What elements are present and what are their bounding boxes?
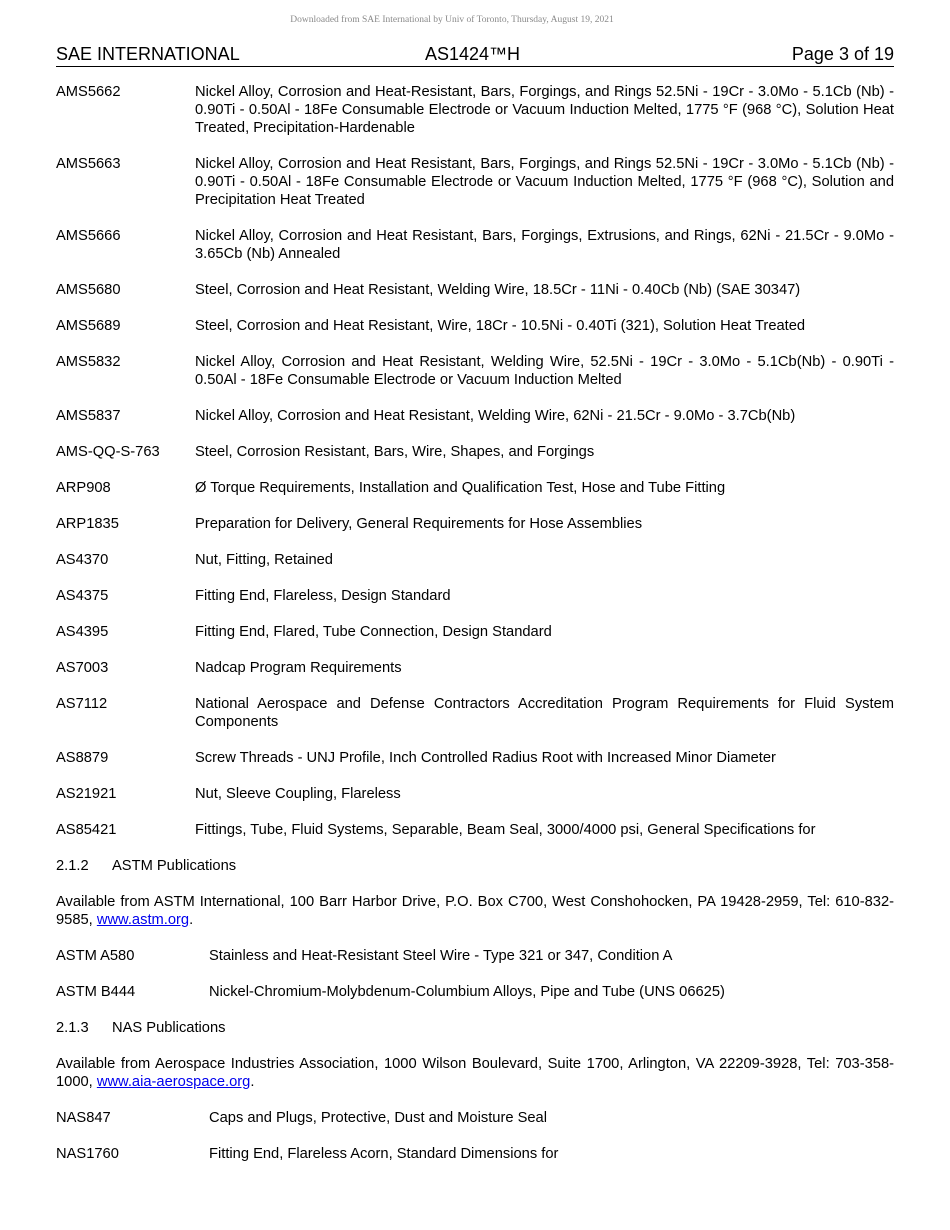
reference-title: Steel, Corrosion and Heat Resistant, Welding Wire, 18.5Cr - 11Ni - 0.40Cb (Nb) (SAE 30347) (195, 282, 801, 298)
reference-entry (56, 947, 894, 965)
reference-entry (56, 317, 894, 335)
reference-list-main (56, 83, 894, 839)
reference-entry (56, 83, 894, 137)
reference-code: ARP1835 (56, 516, 119, 532)
reference-code: AMS5832 (56, 354, 121, 370)
reference-entry (56, 155, 894, 209)
section-number: 2.1.2 (56, 858, 89, 874)
reference-title: Nickel Alloy, Corrosion and Heat Resistant, Bars, Forgings, and Rings 52.5Ni - 19Cr - 3.0Mo - 5.1Cb (Nb) - 0.90Ti - 0.50Al - 18Fe Consumable Electrode or Vacuum Induction Melted, 1775 °F (968 °C), Solution and Precipitation Heat Treated (195, 156, 894, 208)
reference-code: AMS5663 (56, 156, 121, 172)
section-title: NAS Publications (112, 1020, 226, 1036)
reference-code: AS4395 (56, 624, 109, 640)
header-page-number: Page 3 of 19 (791, 44, 894, 64)
reference-title: Nut, Fitting, Retained (195, 552, 333, 568)
aia-website-link[interactable]: www.aia-aerospace.org (96, 1074, 251, 1090)
reference-entry (56, 407, 894, 425)
reference-code: AS4375 (56, 588, 109, 604)
reference-title: Steel, Corrosion Resistant, Bars, Wire, Shapes, and Forgings (195, 444, 595, 460)
reference-title: Stainless and Heat-Resistant Steel Wire - Type 321 or 347, Condition A (209, 948, 673, 964)
reference-entry (56, 659, 894, 677)
header-organization: SAE INTERNATIONAL (56, 44, 240, 64)
reference-entry (56, 515, 894, 533)
reference-code: AS7003 (56, 660, 109, 676)
reference-title: Fitting End, Flared, Tube Connection, Design Standard (195, 624, 552, 640)
reference-code: AMS5662 (56, 84, 121, 100)
reference-title: National Aerospace and Defense Contractors Accreditation Program Requirements for Fluid System Components (195, 696, 894, 730)
reference-entry (56, 821, 894, 839)
reference-title: Ø Torque Requirements, Installation and Qualification Test, Hose and Tube Fitting (195, 480, 726, 496)
availability-text-end: . (189, 912, 194, 928)
reference-title: Nickel Alloy, Corrosion and Heat Resistant, Bars, Forgings, Extrusions, and Rings, 62Ni - 21.5Cr - 9.0Mo - 3.65Cb (Nb) Annealed (195, 228, 894, 262)
section-heading-astm (56, 857, 894, 875)
reference-entry (56, 1145, 894, 1163)
reference-entry (56, 353, 894, 389)
reference-code: NAS847 (56, 1110, 111, 1126)
reference-code: ASTM B444 (56, 984, 136, 1000)
reference-entry (56, 551, 894, 569)
reference-list-nas (56, 1109, 894, 1163)
reference-title: Nadcap Program Requirements (195, 660, 402, 676)
availability-text: Available from ASTM International, 100 Barr Harbor Drive, P.O. Box C700, West Conshohocken, PA 19428-2959, Tel: 610-832-9585, (56, 894, 894, 928)
astm-availability-paragraph (56, 893, 894, 929)
astm-website-link[interactable]: www.astm.org (96, 912, 190, 928)
reference-code: NAS1760 (56, 1146, 119, 1162)
reference-entry (56, 443, 894, 461)
reference-code: AMS-QQ-S-763 (56, 444, 160, 460)
reference-entry (56, 281, 894, 299)
reference-code: AMS5689 (56, 318, 121, 334)
page-header (56, 44, 894, 67)
reference-entry (56, 1109, 894, 1127)
reference-code: AMS5680 (56, 282, 121, 298)
reference-code: AMS5837 (56, 408, 121, 424)
reference-entry (56, 479, 894, 497)
reference-title: Nickel-Chromium-Molybdenum-Columbium Alloys, Pipe and Tube (UNS 06625) (209, 984, 725, 1000)
reference-code: AS4370 (56, 552, 109, 568)
reference-code: ARP908 (56, 480, 111, 496)
reference-entry (56, 587, 894, 605)
section-number: 2.1.3 (56, 1020, 89, 1036)
reference-list-astm (56, 947, 894, 1001)
section-title: ASTM Publications (112, 858, 237, 874)
nas-availability-paragraph (56, 1055, 894, 1091)
reference-title: Nickel Alloy, Corrosion and Heat Resistant, Welding Wire, 62Ni - 21.5Cr - 9.0Mo - 3.7Cb(Nb) (195, 408, 796, 424)
reference-code: AS21921 (56, 786, 117, 802)
availability-text-end: . (250, 1074, 255, 1090)
reference-entry (56, 749, 894, 767)
reference-entry (56, 983, 894, 1001)
reference-title: Nut, Sleeve Coupling, Flareless (195, 786, 401, 802)
reference-title: Preparation for Delivery, General Requirements for Hose Assemblies (195, 516, 643, 532)
document-body (56, 83, 894, 1181)
availability-text: Available from Aerospace Industries Association, 1000 Wilson Boulevard, Suite 1700, Arlington, VA 22209-3928, Tel: 703-358-1000, (56, 1056, 894, 1090)
reference-code: ASTM A580 (56, 948, 135, 964)
reference-title: Fitting End, Flareless Acorn, Standard Dimensions for (209, 1146, 559, 1162)
reference-title: Caps and Plugs, Protective, Dust and Moisture Seal (209, 1110, 547, 1126)
reference-title: Screw Threads - UNJ Profile, Inch Controlled Radius Root with Increased Minor Diameter (195, 750, 776, 766)
reference-entry (56, 785, 894, 803)
download-watermark: Downloaded from SAE International by Univ of Toronto, Thursday, August 19, 2021 (290, 15, 614, 25)
header-document-id: AS1424™H (425, 44, 521, 64)
reference-title: Nickel Alloy, Corrosion and Heat-Resistant, Bars, Forgings, and Rings 52.5Ni - 19Cr - 3.0Mo - 5.1Cb (Nb) - 0.90Ti - 0.50Al - 18Fe Consumable Electrode or Vacuum Induction Melted, 1775 °F (968 °C), Solution Heat Treated, Precipitation-Hardenable (195, 84, 894, 136)
reference-entry (56, 227, 894, 263)
reference-code: AS85421 (56, 822, 117, 838)
reference-entry (56, 695, 894, 731)
reference-title: Fitting End, Flareless, Design Standard (195, 588, 451, 604)
section-heading-nas (56, 1019, 894, 1037)
reference-code: AS7112 (56, 696, 108, 712)
reference-entry (56, 623, 894, 641)
reference-title: Nickel Alloy, Corrosion and Heat Resistant, Welding Wire, 52.5Ni - 19Cr - 3.0Mo - 5.1Cb(Nb) - 0.90Ti - 0.50Al - 18Fe Consumable Electrode or Vacuum Induction Melted (195, 354, 894, 388)
reference-code: AMS5666 (56, 228, 121, 244)
reference-code: AS8879 (56, 750, 109, 766)
reference-title: Steel, Corrosion and Heat Resistant, Wire, 18Cr - 10.5Ni - 0.40Ti (321), Solution Heat Treated (195, 318, 806, 334)
reference-title: Fittings, Tube, Fluid Systems, Separable, Beam Seal, 3000/4000 psi, General Specifications for (195, 822, 816, 838)
